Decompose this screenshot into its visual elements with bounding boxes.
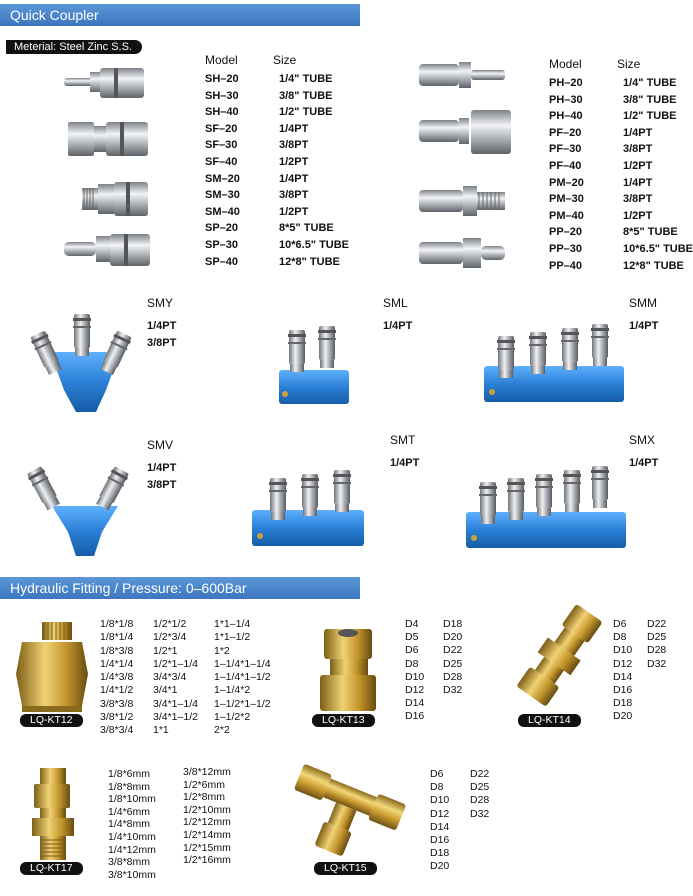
list-item: D28	[647, 644, 667, 657]
kt13-fitting-image	[298, 625, 388, 715]
model-cell: PP–20	[549, 226, 583, 239]
list-item: 1–1/4*1–1/2	[214, 671, 271, 684]
list-item: 1/2*1	[153, 644, 178, 657]
left-size-header: Size	[273, 53, 297, 67]
size-cell: 3/8PT	[279, 189, 309, 202]
model-cell: PM–30	[549, 193, 584, 206]
table-row	[549, 158, 653, 175]
list-item: 3/8*3/4	[100, 724, 134, 737]
list-item: D12	[405, 684, 425, 697]
smm-manifold-image	[480, 322, 635, 417]
list-item: D32	[443, 684, 463, 697]
table-row	[205, 237, 350, 254]
table-row	[205, 220, 334, 237]
table-row	[205, 104, 333, 121]
sml-manifold-image	[275, 322, 365, 417]
kt14-col-2	[647, 618, 666, 671]
section-title: Quick Coupler	[10, 7, 99, 23]
left-model-table	[205, 71, 350, 270]
size-cell: 1/2PT	[279, 155, 309, 168]
model-cell: PM–20	[549, 176, 584, 189]
list-item: 1/8*8mm	[108, 780, 151, 793]
list-item: D5	[405, 631, 419, 644]
material-badge	[6, 40, 142, 54]
model-cell: SF–30	[205, 139, 238, 152]
list-item: D4	[405, 618, 419, 630]
model-cell: PP–30	[549, 242, 583, 255]
size-cell: 3/8" TUBE	[623, 93, 677, 106]
list-item: 1*1	[153, 724, 169, 737]
model-cell: PH–20	[549, 77, 583, 89]
model-cell: SF–20	[205, 122, 238, 135]
kt14-col-1	[613, 618, 632, 724]
list-item: D20	[613, 710, 633, 723]
section-bar-hydraulic	[0, 577, 360, 599]
list-item: D18	[613, 697, 633, 710]
sm-coupler-image	[82, 182, 148, 216]
smv-size-1: 1/4PT	[147, 462, 177, 474]
kt12-fitting-image	[12, 622, 92, 714]
list-item: 1/2*10mm	[183, 803, 231, 816]
table-row	[205, 171, 309, 188]
list-item: 1*1–1/4	[214, 618, 251, 630]
model-cell: PF–30	[549, 143, 582, 156]
kt15-col-1	[430, 768, 449, 874]
smx-size-1: 1/4PT	[629, 457, 659, 469]
size-cell: 3/8PT	[279, 139, 309, 152]
list-item: 1–1/2*1–1/2	[214, 697, 271, 710]
list-item: D28	[443, 670, 463, 683]
list-item: D14	[405, 697, 425, 710]
list-item: D32	[647, 657, 667, 670]
list-item: D14	[613, 670, 633, 683]
table-row	[205, 254, 340, 271]
size-cell: 1/2" TUBE	[279, 106, 333, 119]
list-item: 1*2	[214, 644, 230, 657]
list-item: 3/4*3/4	[153, 671, 187, 684]
table-row	[205, 71, 333, 88]
model-cell: SH–30	[205, 89, 239, 102]
model-cell: SP–40	[205, 255, 239, 268]
ph-plug-image	[419, 62, 505, 88]
sml-name: SML	[383, 296, 408, 310]
list-item: D22	[647, 618, 667, 630]
kt12-col-2	[153, 618, 198, 738]
size-cell: 1/4PT	[623, 126, 653, 139]
smt-size-1: 1/4PT	[390, 457, 420, 469]
table-row	[549, 92, 677, 109]
list-item: D20	[430, 860, 450, 873]
list-item: D22	[443, 644, 463, 657]
smv-name: SMV	[147, 438, 174, 452]
table-row	[549, 141, 653, 158]
model-cell: PH–30	[549, 93, 583, 106]
kt17-label: LQ-KT17	[20, 862, 83, 875]
material-text: Meterial: Steel Zinc S.S.	[14, 41, 132, 53]
pf-plug-image	[419, 110, 511, 154]
sp-coupler-image	[64, 234, 150, 266]
table-row	[549, 191, 653, 208]
model-cell: PH–40	[549, 110, 583, 123]
list-item: 1/8*1/4	[100, 631, 134, 644]
right-model-header: Model	[549, 57, 582, 71]
model-cell: SH–40	[205, 106, 239, 119]
section-bar-quick-coupler	[0, 4, 360, 26]
list-item: 1/2*15mm	[183, 841, 231, 854]
list-item: 3/8*3/8	[100, 697, 134, 710]
list-item: D8	[405, 657, 419, 670]
size-cell: 12*8" TUBE	[279, 255, 340, 268]
list-item: 1/4*1/4	[100, 657, 134, 670]
kt15-fitting-image	[285, 752, 410, 862]
list-item: D10	[430, 794, 450, 807]
list-item: 1/2*16mm	[183, 854, 231, 867]
list-item: D25	[647, 631, 667, 644]
smt-manifold-image	[248, 462, 373, 557]
kt13-col-1	[405, 618, 424, 724]
list-item: D16	[613, 684, 633, 697]
list-item: 1/2*1–1/4	[153, 657, 198, 670]
smm-name: SMM	[629, 296, 657, 310]
kt12-col-1	[100, 618, 133, 738]
kt14-label: LQ-KT14	[518, 714, 581, 727]
list-item: 1/2*14mm	[183, 828, 231, 841]
list-item: 3/4*1–1/4	[153, 697, 198, 710]
smm-size-1: 1/4PT	[629, 320, 659, 332]
left-model-header: Model	[205, 53, 238, 67]
kt17-col-1	[108, 768, 156, 881]
pp-plug-image	[419, 238, 505, 268]
table-row	[205, 154, 309, 171]
kt17-fitting-image	[22, 768, 82, 863]
size-cell: 1/4" TUBE	[623, 77, 677, 89]
model-cell: SM–30	[205, 189, 240, 202]
right-model-table	[549, 75, 693, 274]
list-item: D25	[470, 781, 490, 794]
list-item: 1/4*3/8	[100, 671, 134, 684]
list-item: D20	[443, 631, 463, 644]
list-item: 1–1/2*2	[214, 711, 251, 724]
section-title: Hydraulic Fitting / Pressure: 0–600Bar	[10, 580, 247, 596]
list-item: D16	[405, 710, 425, 723]
kt15-col-2	[470, 768, 489, 821]
model-cell: PP–40	[549, 259, 583, 272]
list-item: D18	[443, 618, 463, 630]
list-item: D16	[430, 834, 450, 847]
kt12-col-3	[214, 618, 271, 738]
sh-coupler-image	[64, 68, 144, 98]
list-item: 2*2	[214, 724, 230, 737]
model-cell: SH–20	[205, 73, 239, 85]
list-item: 3/4*1	[153, 684, 178, 697]
size-cell: 12*8" TUBE	[623, 259, 684, 272]
list-item: D8	[430, 781, 444, 794]
sml-size-1: 1/4PT	[383, 320, 413, 332]
list-item: 1/8*3/8	[100, 644, 134, 657]
list-item: 3/8*12mm	[183, 766, 231, 778]
kt15-label: LQ-KT15	[314, 862, 377, 875]
list-item: D10	[613, 644, 633, 657]
list-item: 1–1/4*2	[214, 684, 251, 697]
plug-images-right	[415, 58, 545, 273]
model-cell: PF–40	[549, 159, 582, 172]
list-item: D32	[470, 807, 490, 820]
size-cell: 10*6.5" TUBE	[623, 242, 693, 255]
table-row	[549, 224, 678, 241]
smx-manifold-image	[462, 460, 637, 560]
list-item: 3/4*1–1/2	[153, 711, 198, 724]
table-row	[549, 208, 653, 225]
list-item: D14	[430, 820, 450, 833]
list-item: D12	[430, 807, 450, 820]
table-row	[205, 187, 309, 204]
right-size-header: Size	[617, 57, 641, 71]
smy-name: SMY	[147, 296, 174, 310]
table-row	[205, 88, 333, 105]
list-item: 1/8*1/8	[100, 618, 134, 630]
smx-name: SMX	[629, 433, 656, 447]
list-item: D6	[405, 644, 419, 657]
size-cell: 8*5" TUBE	[623, 226, 678, 239]
kt17-col-2	[183, 766, 231, 867]
table-row	[549, 108, 677, 125]
size-cell: 1/4PT	[279, 122, 309, 135]
size-cell: 1/2PT	[623, 209, 653, 222]
kt14-fitting-image	[510, 603, 605, 713]
list-item: 1/4*1/2	[100, 684, 134, 697]
table-row	[549, 125, 653, 142]
model-cell: PM–40	[549, 209, 584, 222]
list-item: 3/8*10mm	[108, 868, 156, 881]
list-item: 1*1–1/2	[214, 631, 251, 644]
list-item: D22	[470, 768, 490, 780]
list-item: 1/2*12mm	[183, 816, 231, 829]
table-row	[205, 121, 309, 138]
smy-size-2: 3/8PT	[147, 337, 177, 349]
list-item: 1/4*12mm	[108, 843, 156, 856]
list-item: D25	[443, 657, 463, 670]
smv-size-2: 3/8PT	[147, 479, 177, 491]
model-cell: PF–20	[549, 126, 582, 139]
size-cell: 10*6.5" TUBE	[279, 238, 350, 251]
list-item: D8	[613, 631, 627, 644]
list-item: 1–1/4*1–1/4	[214, 657, 271, 670]
size-cell: 1/2PT	[279, 205, 309, 218]
model-cell: SF–40	[205, 155, 238, 168]
smy-manifold-image	[30, 312, 140, 417]
model-cell: SM–40	[205, 205, 240, 218]
list-item: 1/4*6mm	[108, 805, 151, 818]
size-cell: 3/8" TUBE	[279, 89, 333, 102]
size-cell: 3/8PT	[623, 143, 653, 156]
list-item: 3/8*1/2	[100, 711, 134, 724]
list-item: 3/8*8mm	[108, 856, 151, 869]
list-item: D10	[405, 670, 425, 683]
sf-coupler-image	[68, 122, 148, 156]
list-item: D6	[613, 618, 627, 630]
list-item: D6	[430, 768, 444, 780]
pm-plug-image	[419, 186, 505, 216]
size-cell: 3/8PT	[623, 193, 653, 206]
table-row	[549, 241, 693, 258]
list-item: 1/8*6mm	[108, 768, 151, 780]
kt13-col-2	[443, 618, 462, 697]
list-item: D28	[470, 794, 490, 807]
table-row	[205, 137, 309, 154]
size-cell: 8*5" TUBE	[279, 222, 334, 235]
list-item: D18	[430, 847, 450, 860]
table-row	[549, 175, 653, 192]
list-item: 1/2*3/4	[153, 631, 187, 644]
table-row	[549, 75, 677, 92]
model-cell: SP–20	[205, 222, 239, 235]
smv-manifold-image	[30, 460, 140, 560]
smt-name: SMT	[390, 433, 416, 447]
size-cell: 1/4PT	[623, 176, 653, 189]
size-cell: 1/4PT	[279, 172, 309, 185]
kt12-label: LQ-KT12	[20, 714, 83, 727]
coupler-images-left	[60, 62, 195, 272]
size-cell: 1/2PT	[623, 159, 653, 172]
size-cell: 1/4" TUBE	[279, 73, 333, 85]
list-item: 1/4*10mm	[108, 830, 156, 843]
smy-size-1: 1/4PT	[147, 320, 177, 332]
list-item: 1/8*10mm	[108, 793, 156, 806]
list-item: 1/2*1/2	[153, 618, 187, 630]
list-item: 1/4*8mm	[108, 818, 151, 831]
model-cell: SM–20	[205, 172, 240, 185]
size-cell: 1/2" TUBE	[623, 110, 677, 123]
list-item: 1/2*6mm	[183, 778, 226, 791]
list-item: 1/2*8mm	[183, 791, 226, 804]
model-cell: SP–30	[205, 238, 239, 251]
table-row	[205, 204, 309, 221]
kt13-label: LQ-KT13	[312, 714, 375, 727]
list-item: D12	[613, 657, 633, 670]
table-row	[549, 258, 684, 275]
